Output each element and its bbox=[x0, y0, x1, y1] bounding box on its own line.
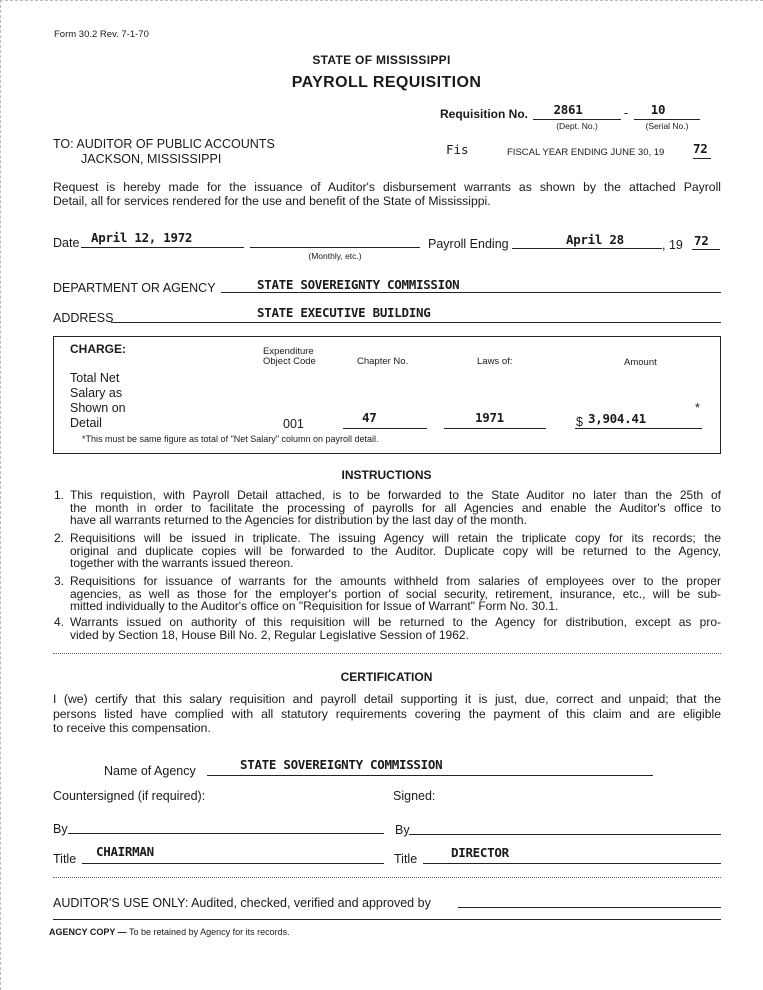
instruction-number: 2. bbox=[54, 531, 65, 545]
date-label: Date bbox=[53, 236, 80, 250]
divider bbox=[53, 653, 721, 654]
agency-name-value: STATE SOVEREIGNTY COMMISSION bbox=[240, 757, 443, 772]
exp-header-1: Expenditure bbox=[263, 346, 314, 357]
request-line-1: Request is hereby made for the issuance of Auditor's disbursement warrants as shown by the attached Payroll bbox=[53, 180, 721, 194]
instruction-item-4 bbox=[54, 616, 721, 644]
payroll-year-value: 72 bbox=[694, 233, 709, 248]
page-title: PAYROLL REQUISITION bbox=[291, 74, 482, 91]
department-label: DEPARTMENT OR AGENCY bbox=[53, 281, 216, 295]
dept-no-line bbox=[533, 119, 621, 120]
serial-no-caption: (Serial No.) bbox=[645, 121, 689, 131]
payroll-ending-line bbox=[512, 248, 662, 249]
instruction-number: 4. bbox=[54, 615, 65, 629]
serial-no-line bbox=[634, 119, 700, 120]
instruction-item-3 bbox=[54, 575, 721, 615]
charge-title: CHARGE: bbox=[70, 342, 126, 356]
department-value: STATE SOVEREIGNTY COMMISSION bbox=[257, 277, 460, 292]
by-label-right: By bbox=[395, 823, 410, 837]
exp-header-2: Object Code bbox=[263, 356, 316, 367]
amount-header: Amount bbox=[624, 357, 657, 368]
period-line bbox=[250, 247, 420, 248]
laws-line bbox=[444, 428, 546, 429]
instruction-line: Requisitions will be issued in triplicate. The issuing Agency will retain the triplicate copy for its records; the bbox=[70, 531, 721, 545]
charge-desc-4: Detail bbox=[70, 416, 102, 430]
signed-label: Signed: bbox=[393, 789, 436, 803]
instruction-line: Requisitions for issuance of warrants for the amounts withheld from salaries of employees over to the proper bbox=[70, 574, 721, 588]
countersigned-label: Countersigned (if required): bbox=[53, 789, 206, 803]
instruction-item-2 bbox=[54, 532, 721, 572]
instructions-title: INSTRUCTIONS bbox=[341, 468, 432, 482]
agency-name-line bbox=[207, 775, 653, 776]
address-label: ADDRESS bbox=[53, 311, 114, 325]
requisition-dash: - bbox=[624, 106, 629, 120]
date-line bbox=[81, 247, 244, 248]
instruction-line: have all warrants returned to the Agencies for distribution by the last day of the month. bbox=[70, 513, 527, 528]
charge-desc-3: Shown on bbox=[70, 401, 126, 415]
fiscal-year-label: FISCAL YEAR ENDING JUNE 30, 19 bbox=[507, 147, 665, 158]
amount-asterisk: * bbox=[695, 401, 700, 415]
footer-note bbox=[49, 927, 290, 937]
title-label-right: Title bbox=[394, 852, 418, 866]
amount-line bbox=[575, 428, 702, 429]
certification-line-1: I (we) certify that this salary requisition and payroll detail supporting it is just, due, correct and unpaid; that the bbox=[53, 692, 721, 706]
instruction-line: agencies, as well as those for the employer's portion of social security, retirement, insurance, etc., will be sub- bbox=[70, 586, 721, 601]
chapter-value: 47 bbox=[362, 410, 377, 425]
state-heading: STATE OF MISSISSIPPI bbox=[312, 53, 451, 67]
fiscal-year-line bbox=[693, 158, 711, 159]
certification-line-2: persons listed have complied with all statutory requirements covering the payment of this claim and are eligible bbox=[53, 707, 721, 721]
fiscal-handwritten: Fis bbox=[446, 142, 469, 157]
payroll-year-line bbox=[692, 249, 720, 250]
address-line bbox=[111, 322, 721, 323]
certification-line-3: to receive this compensation. bbox=[53, 721, 211, 735]
laws-value: 1971 bbox=[475, 410, 504, 425]
chapter-header: Chapter No. bbox=[357, 356, 409, 367]
instruction-line: the month in order to facilitate the processing of payrolls for all Agencies and enable the Auditor's office to bbox=[70, 500, 721, 515]
by-line-left bbox=[68, 833, 384, 834]
instruction-line: This requistion, with Payroll Detail attached, is to be forwarded to the State Auditor no later than the 25th of bbox=[70, 488, 721, 502]
title-value-left: CHAIRMAN bbox=[96, 844, 154, 859]
date-value: April 12, 1972 bbox=[91, 230, 193, 245]
charge-desc-2: Salary as bbox=[70, 386, 123, 400]
to-line-1: TO: AUDITOR OF PUBLIC ACCOUNTS bbox=[53, 137, 275, 151]
laws-header: Laws of: bbox=[477, 356, 513, 367]
requisition-label: Requisition No. bbox=[440, 107, 528, 121]
instruction-item-1 bbox=[54, 489, 721, 529]
charge-footnote: *This must be same figure as total of "Net Salary" column on payroll detail. bbox=[82, 434, 379, 444]
instruction-number: 3. bbox=[54, 574, 65, 588]
payroll-ending-value: April 28 bbox=[566, 232, 624, 247]
auditor-line bbox=[458, 907, 721, 908]
divider bbox=[53, 877, 721, 878]
object-code-value: 001 bbox=[283, 417, 304, 431]
title-value-right: DIRECTOR bbox=[451, 845, 509, 860]
instruction-line: together with the warrants issued thereon. bbox=[70, 556, 294, 571]
auditor-label: AUDITOR'S USE ONLY: Audited, checked, verified and approved by bbox=[53, 896, 431, 910]
monthly-caption: (Monthly, etc.) bbox=[308, 251, 362, 261]
payroll-ending-label: Payroll Ending bbox=[428, 237, 509, 251]
title-line-left bbox=[82, 863, 384, 864]
chapter-line bbox=[343, 428, 427, 429]
dept-no-caption: (Dept. No.) bbox=[556, 121, 598, 131]
title-line-right bbox=[423, 863, 721, 864]
agency-name-label: Name of Agency bbox=[104, 764, 196, 778]
address-value: STATE EXECUTIVE BUILDING bbox=[257, 305, 431, 320]
fiscal-year-value: 72 bbox=[693, 141, 708, 156]
instruction-line: vided by Section 18, House Bill No. 2, Regular Legislative Session of 1962. bbox=[70, 627, 469, 642]
certification-title: CERTIFICATION bbox=[340, 670, 433, 684]
instruction-line: mitted individually to the Auditor's office on "Requisition for Issue of Warrant" Form No. 30.1. bbox=[70, 599, 559, 614]
title-label-left: Title bbox=[53, 852, 77, 866]
amount-value: 3,904.41 bbox=[588, 411, 646, 426]
footer-bold: AGENCY COPY — bbox=[49, 927, 127, 937]
form-number: Form 30.2 Rev. 7-1-70 bbox=[54, 29, 149, 40]
instruction-number: 1. bbox=[54, 488, 65, 502]
auditor-bottom-line bbox=[53, 919, 721, 920]
serial-no-value: 10 bbox=[650, 102, 666, 117]
by-label-left: By bbox=[53, 822, 68, 836]
by-line-right bbox=[409, 834, 721, 835]
charge-desc-1: Total Net bbox=[70, 371, 120, 385]
department-line bbox=[221, 292, 721, 293]
dept-no-value: 2861 bbox=[553, 102, 583, 117]
dollar-sign: $ bbox=[576, 415, 583, 429]
payroll-year-prefix: , 19 bbox=[662, 238, 683, 252]
footer-rest: To be retained by Agency for its records. bbox=[129, 927, 290, 937]
request-line-2: Detail, all for services rendered for the use and benefit of the State of Mississippi. bbox=[53, 194, 491, 208]
instruction-line: original and duplicate copies will be forwarded to the Auditor. Duplicate copy will be returned to the Agency, bbox=[70, 543, 721, 558]
instruction-line: Warrants issued on authority of this requisition will be returned to the Agency for distribution, except as pro- bbox=[70, 615, 721, 629]
to-line-2: JACKSON, MISSISSIPPI bbox=[81, 152, 222, 166]
